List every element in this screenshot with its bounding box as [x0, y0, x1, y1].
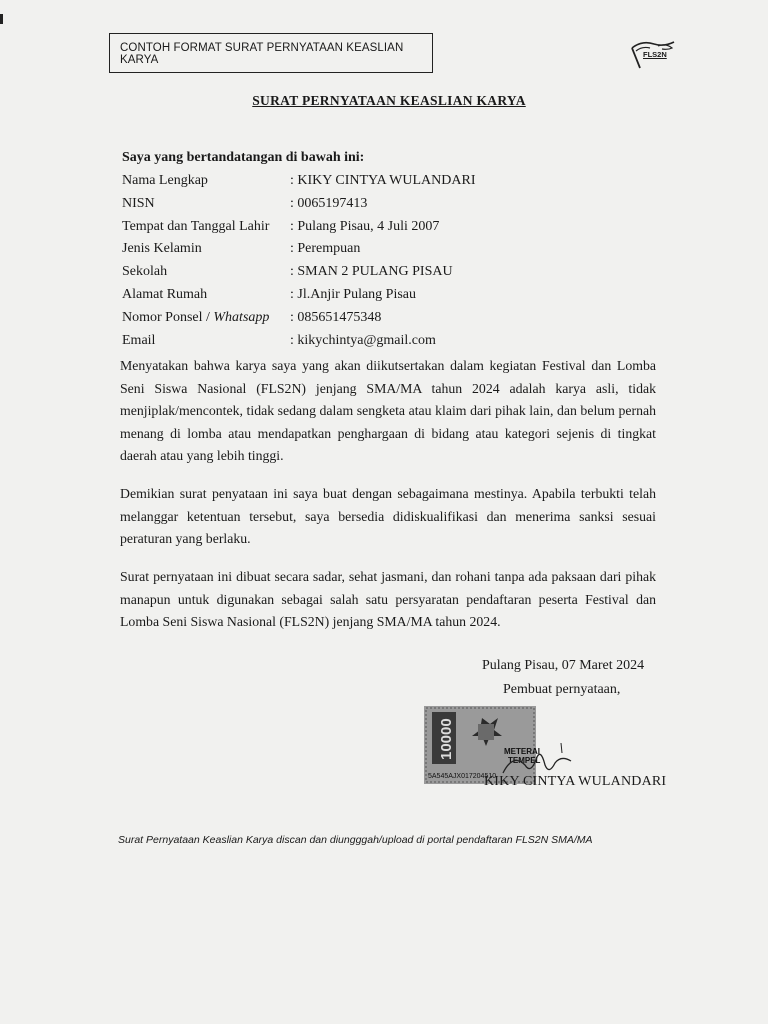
field-value-phone: : 085651475348: [290, 310, 382, 325]
field-value-name: : KIKY CINTYA WULANDARI: [290, 173, 476, 188]
field-label-nisn: NISN: [122, 196, 155, 211]
statement-paragraph: Menyatakan bahwa karya saya yang akan diikutsertakan dalam kegiatan Festival dan Lomba Seni Siswa Nasional (FLS2N) jenjang SMA/MA tahun 2024 adalah karya asli, tidak menjiplak/mencontek, tidak sedang dalam sengketa atau klaim dari pihak lain, dan belum pernah menang di lomba atau mendapatkan penghargaan di bidang atau kategori sejenis di tingkat daerah atau yang lebih tinggi.: [120, 358, 656, 463]
field-label-birth: Tempat dan Tanggal Lahir: [122, 219, 270, 234]
stamp-label-bottom: TEMPEL: [508, 756, 541, 765]
field-value-nisn: : 0065197413: [290, 196, 368, 211]
consent-paragraph: Surat pernyataan ini dibuat secara sadar, sehat jasmani, dan rohani tanpa ada paksaan dari pihak manapun untuk digunakan sebagai salah satu persyaratan pendaftaran peserta Festival dan Lomba Seni Siswa Nasional (FLS2N) jenjang SMA/MA tahun 2024.: [120, 569, 656, 629]
field-value-address: : Jl.Anjir Pulang Pisau: [290, 287, 417, 302]
place-date: Pulang Pisau, 07 Maret 2024: [482, 658, 645, 673]
field-label-email: Email: [122, 333, 156, 348]
stamp-denomination: 10000: [438, 718, 455, 760]
footer-note: Surat Pernyataan Keaslian Karya discan dan diungggah/upload di portal pendaftaran FLS2N SMA/MA: [118, 834, 593, 846]
field-label-gender: Jenis Kelamin: [122, 241, 202, 256]
format-label-text: CONTOH FORMAT SURAT PERNYATAAN KEASLIAN KARYA: [120, 42, 404, 66]
field-label-address: Alamat Rumah: [122, 287, 208, 302]
maker-label: Pembuat pernyataan,: [503, 682, 621, 697]
field-label-phone: [122, 310, 269, 326]
field-value-birth: : Pulang Pisau, 4 Juli 2007: [290, 219, 440, 234]
stamp-label-top: METERAI: [504, 747, 540, 756]
field-value-email: : kikychintya@gmail.com: [290, 333, 436, 348]
field-label-phone-italic: Whatsapp: [213, 310, 270, 325]
document-title: SURAT PERNYATAAN KEASLIAN KARYA: [252, 93, 526, 108]
consequence-paragraph: Demikian surat penyataan ini saya buat dengan sebagaimana mestinya. Apabila terbukti telah melanggar ketentuan tersebut, saya bersedia didiskualifikasi dan menerima sanksi sesuai peraturan yang berlaku.: [120, 486, 656, 546]
signer-name: KIKY CINTYA WULANDARI: [484, 774, 667, 789]
format-label-box: [109, 33, 433, 73]
field-label-phone-prefix: Nomor Ponsel /: [122, 310, 214, 325]
scan-corner-mark: [0, 14, 3, 24]
stamp-serial: 5A545AJX017204510: [428, 773, 497, 780]
field-label-name: Nama Lengkap: [122, 173, 208, 188]
field-label-school: Sekolah: [122, 264, 168, 279]
field-value-gender: : Perempuan: [290, 241, 361, 256]
field-value-school: : SMAN 2 PULANG PISAU: [290, 264, 453, 279]
intro-line: Saya yang bertandatangan di bawah ini:: [122, 150, 365, 165]
fls2n-logo-text: FLS2N: [643, 50, 667, 59]
